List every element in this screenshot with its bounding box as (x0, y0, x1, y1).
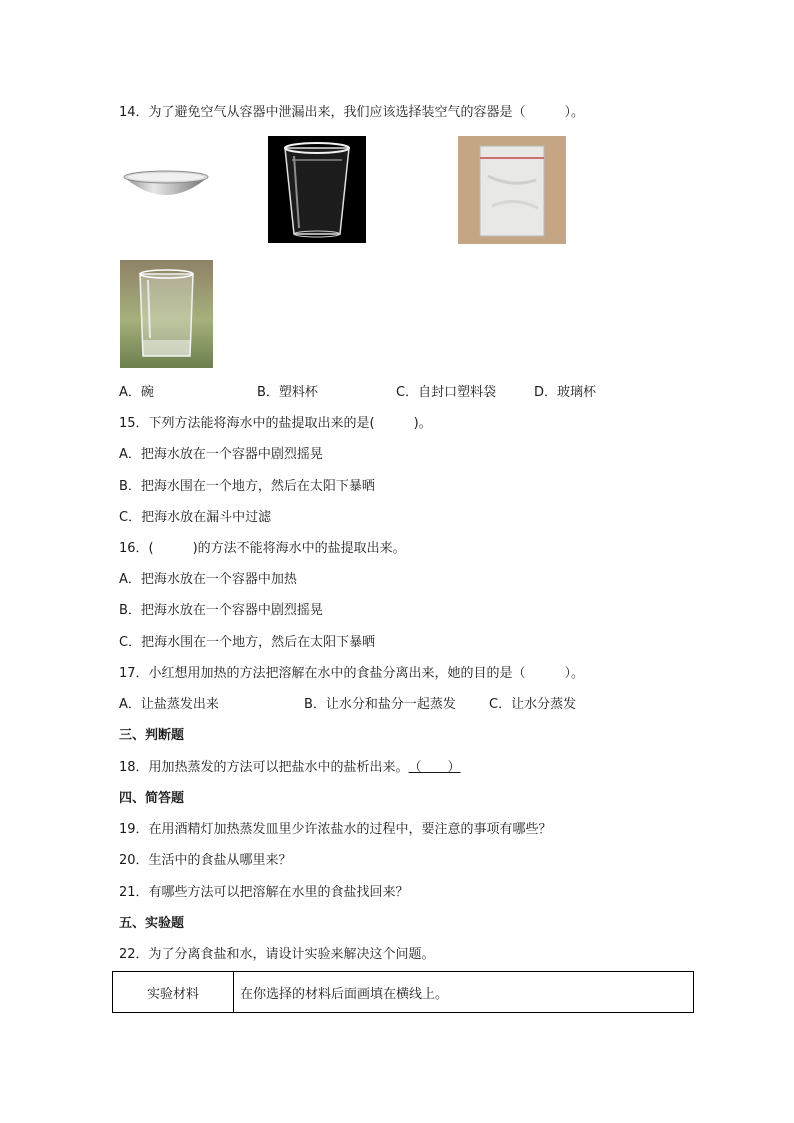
q17-option-c[interactable]: C．让水分蒸发 (489, 697, 577, 712)
question-17-stem: 17．小红想用加热的方法把溶解在水中的食盐分离出来，她的目的是（ ）。 (119, 666, 585, 681)
question-19: 19．在用酒精灯加热蒸发皿里少许浓盐水的过程中，要注意的事项有哪些？ (119, 822, 552, 837)
answer-blank[interactable]: （ ） (408, 760, 461, 775)
section-heading-judgement: 三、判断题 (119, 728, 185, 743)
question-16-stem: 16．( )的方法不能将海水中的盐提取出来。 (119, 541, 406, 556)
q14-option-c[interactable]: C．自封口塑料袋 (396, 385, 497, 400)
question-14-stem: 14．为了避免空气从容器中泄漏出来，我们应该选择装空气的容器是（ ）。 (119, 105, 585, 120)
q14-option-b[interactable]: B．塑料杯 (257, 385, 318, 400)
section-heading-experiment: 五、实验题 (119, 916, 185, 931)
q16-option-b[interactable]: B．把海水放在一个容器中剧烈摇晃 (119, 603, 323, 618)
experiment-table (112, 971, 694, 1013)
q16-option-c[interactable]: C．把海水围在一个地方，然后在太阳下暴晒 (119, 635, 376, 650)
zip-bag-photo (458, 136, 566, 244)
question-18 (119, 759, 461, 777)
q15-option-c[interactable]: C．把海水放在漏斗中过滤 (119, 510, 272, 525)
bowl-photo (120, 165, 212, 205)
question-21: 21．有哪些方法可以把溶解在水里的食盐找回来？ (119, 885, 409, 900)
glass-cup-photo (120, 260, 213, 368)
question-18-stem: 18．用加热蒸发的方法可以把盐水中的盐析出来。 (119, 760, 409, 775)
plastic-cup-photo (268, 136, 366, 243)
q14-option-d[interactable]: D．玻璃杯 (534, 385, 597, 400)
q17-option-b[interactable]: B．让水分和盐分一起蒸发 (304, 697, 456, 712)
question-22-stem: 22．为了分离食盐和水，请设计实验来解决这个问题。 (119, 947, 435, 962)
question-15-stem: 15．下列方法能将海水中的盐提取出来的是( )。 (119, 416, 432, 431)
q16-option-a[interactable]: A．把海水放在一个容器中加热 (119, 572, 297, 587)
question-20: 20．生活中的食盐从哪里来？ (119, 853, 292, 868)
q17-option-a[interactable]: A．让盐蒸发出来 (119, 697, 219, 712)
q15-option-b[interactable]: B．把海水围在一个地方，然后在太阳下暴晒 (119, 479, 375, 494)
section-heading-short-answer: 四、简答题 (119, 791, 185, 806)
q14-option-a[interactable]: A．碗 (119, 385, 154, 400)
table-row (113, 972, 694, 1013)
table-cell-content: 在你选择的材料后面画填在横线上。 (234, 972, 694, 1013)
table-cell-label: 实验材料 (113, 972, 234, 1013)
q15-option-a[interactable]: A．把海水放在一个容器中剧烈摇晃 (119, 447, 323, 462)
